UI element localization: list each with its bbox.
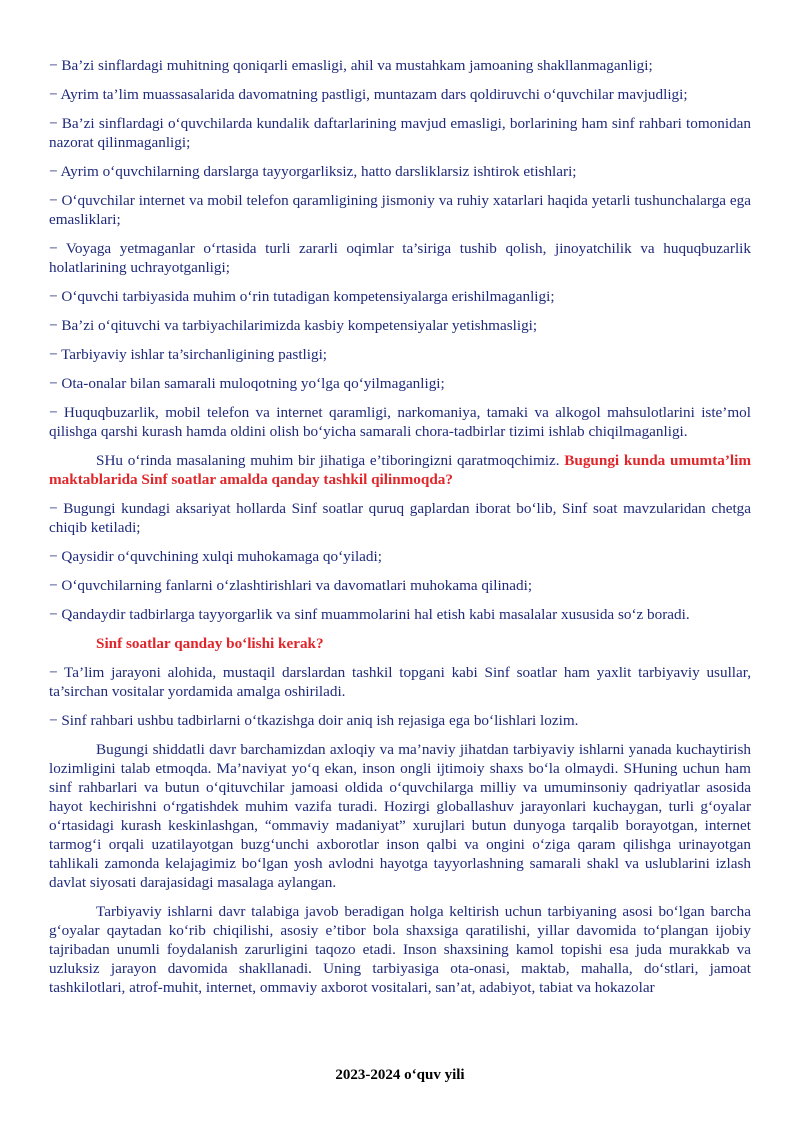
focus-intro: SHu oʻrinda masalaning muhim bir jihatiga e’tiboringizni qaratmoqchimiz.	[96, 452, 560, 469]
practice-item-4: − Qandaydir tadbirlarga tayyorgarlik va sinf muammolarini hal etish kabi masalalar xususida soʻz boradi.	[49, 606, 690, 623]
problem-item-3: − Ba’zi sinflardagi oʻquvchilarda kundalik daftarlarining mavjud emasligi, borlarining ham sinf rahbari tomonidan nazorat qilinmaganligi;	[49, 115, 751, 151]
problem-item-10: − Ota-onalar bilan samarali muloqotning yoʻlga qoʻyilmaganligi;	[49, 375, 445, 392]
practice-item-1: − Bugungi kundagi aksariyat hollarda Sinf soatlar quruq gaplardan iborat boʻlib, Sinf soat mavzularidan chetga chiqib ketiladi;	[49, 500, 751, 536]
problem-item-5: − Oʻquvchilar internet va mobil telefon qaramligining jismoniy va ruhiy xatarlari haqida yetarli tushunchalarga ega emasliklari;	[49, 192, 751, 228]
practice-item-3: − Oʻquvchilarning fanlarni oʻzlashtirishlari va davomatlari muhokama qilinadi;	[49, 577, 533, 594]
problem-item-2: − Ayrim ta’lim muassasalarida davomatning pastligi, muntazam dars qoldiruvchi oʻquvchilar mavjudligi;	[49, 86, 688, 103]
body-paragraph-1: Bugungi shiddatli davr barchamizdan axloqiy va ma’naviy jihatdan tarbiyaviy ishlarni yanada kuchaytirish lozimligini talab etmoqda. Ma’naviyat yoʻq ekan, inson ongli ijtimoiy shaxs boʻla olmaydi. SHuning uchun ham sinf rahbarlari va butun oʻqituvchilar jamoasi oldida oʻquvchilarga milliy va umuminsoniy qadriyatlar asosida hayot kechirishni oʻrgatishdek muhim vazifa turadi. Hozirgi globallashuv jarayonlari kuchaygan, turli gʻoyalar oʻrtasidagi kurash keskinlashgan, “ommaviy madaniyat” xurujlari butun dunyoga tarqalib borayotgan, internet tarmogʻi orqali uzatilayotgan buzgʻunchi axborotlar inson qalbi va ongini oʻziga qaram qilishga urinayotgan tahlikali zamonda kelajagimiz boʻlgan yosh avlodni hayotga tayyorlashning samarali shakl va uslublarini izlash davlat siyosati darajasidagi masalaga aylangan.	[49, 741, 751, 891]
problem-item-11: − Huquqbuzarlik, mobil telefon va internet qaramligi, narkomaniya, tamaki va alkogol mahsulotlarini iste’mol qilishga qarshi kurash hamda oldini olish boʻyicha samarali chora-tadbirlar tizimi ishlab chiqilmaganligi.	[49, 404, 751, 440]
problem-item-8: − Ba’zi oʻqituvchi va tarbiyachilarimizda kasbiy kompetensiyalar yetishmasligi;	[49, 317, 538, 334]
focus-paragraph	[49, 451, 751, 489]
problem-item-9: − Tarbiyaviy ishlar ta’sirchanligining pastligi;	[49, 346, 328, 363]
body-paragraph-2: Tarbiyaviy ishlarni davr talabiga javob beradigan holga keltirish uchun tarbiyaning asosi boʻlgan barcha gʻoyalar qaytadan koʻrib chiqilishi, asosiy e’tibor bola shaxsiga qaratilishi, yillar davomida toʻplangan ijobiy tajribadan unumli foydalanish zarurligini taqozo etadi. Inson shaxsining kamol topishi esa juda murakkab va uzluksiz jarayon davomida shakllanadi. Uning tarbiyasiga ota-onasi, maktab, mahalla, doʻstlari, jamoat tashkilotlari, atrof-muhit, internet, ommaviy axborot vositalari, san’at, adabiyot, tabiat va hokazolar	[49, 903, 751, 996]
practice-item-2: − Qaysidir oʻquvchining xulqi muhokamaga qoʻyiladi;	[49, 548, 382, 565]
page-footer: 2023-2024 oʻquv yili	[335, 1067, 465, 1083]
section-heading-text: Sinf soatlar qanday boʻlishi kerak?	[96, 635, 324, 652]
should-item-1: − Ta’lim jarayoni alohida, mustaqil darslardan tashkil topgani kabi Sinf soatlar ham yaxlit tarbiyaviy usullar, ta’sirchan vositalar yordamida amalga oshiriladi.	[49, 664, 751, 700]
problem-item-4: − Ayrim oʻquvchilarning darslarga tayyorgarliksiz, hatto darsliklarsiz ishtirok etishlari;	[49, 163, 577, 180]
problem-item-7: − Oʻquvchi tarbiyasida muhim oʻrin tutadigan kompetensiyalarga erishilmaganligi;	[49, 288, 555, 305]
section-heading	[49, 634, 751, 653]
problem-item-6: − Voyaga yetmaganlar oʻrtasida turli zararli oqimlar ta’siriga tushib qolish, jinoyatchilik va huquqbuzarlik holatlarining uchrayotganligi;	[49, 240, 751, 276]
focus-question: Bugungi kunda umumta’lim maktablarida Sinf soatlar amalda qanday tashkil qilinmoqda?	[49, 452, 751, 488]
problem-item-1: − Ba’zi sinflardagi muhitning qoniqarli emasligi, ahil va mustahkam jamoaning shakllanmaganligi;	[49, 57, 653, 74]
should-item-2: − Sinf rahbari ushbu tadbirlarni oʻtkazishga doir aniq ish rejasiga ega boʻlishlari lozim.	[49, 712, 579, 729]
